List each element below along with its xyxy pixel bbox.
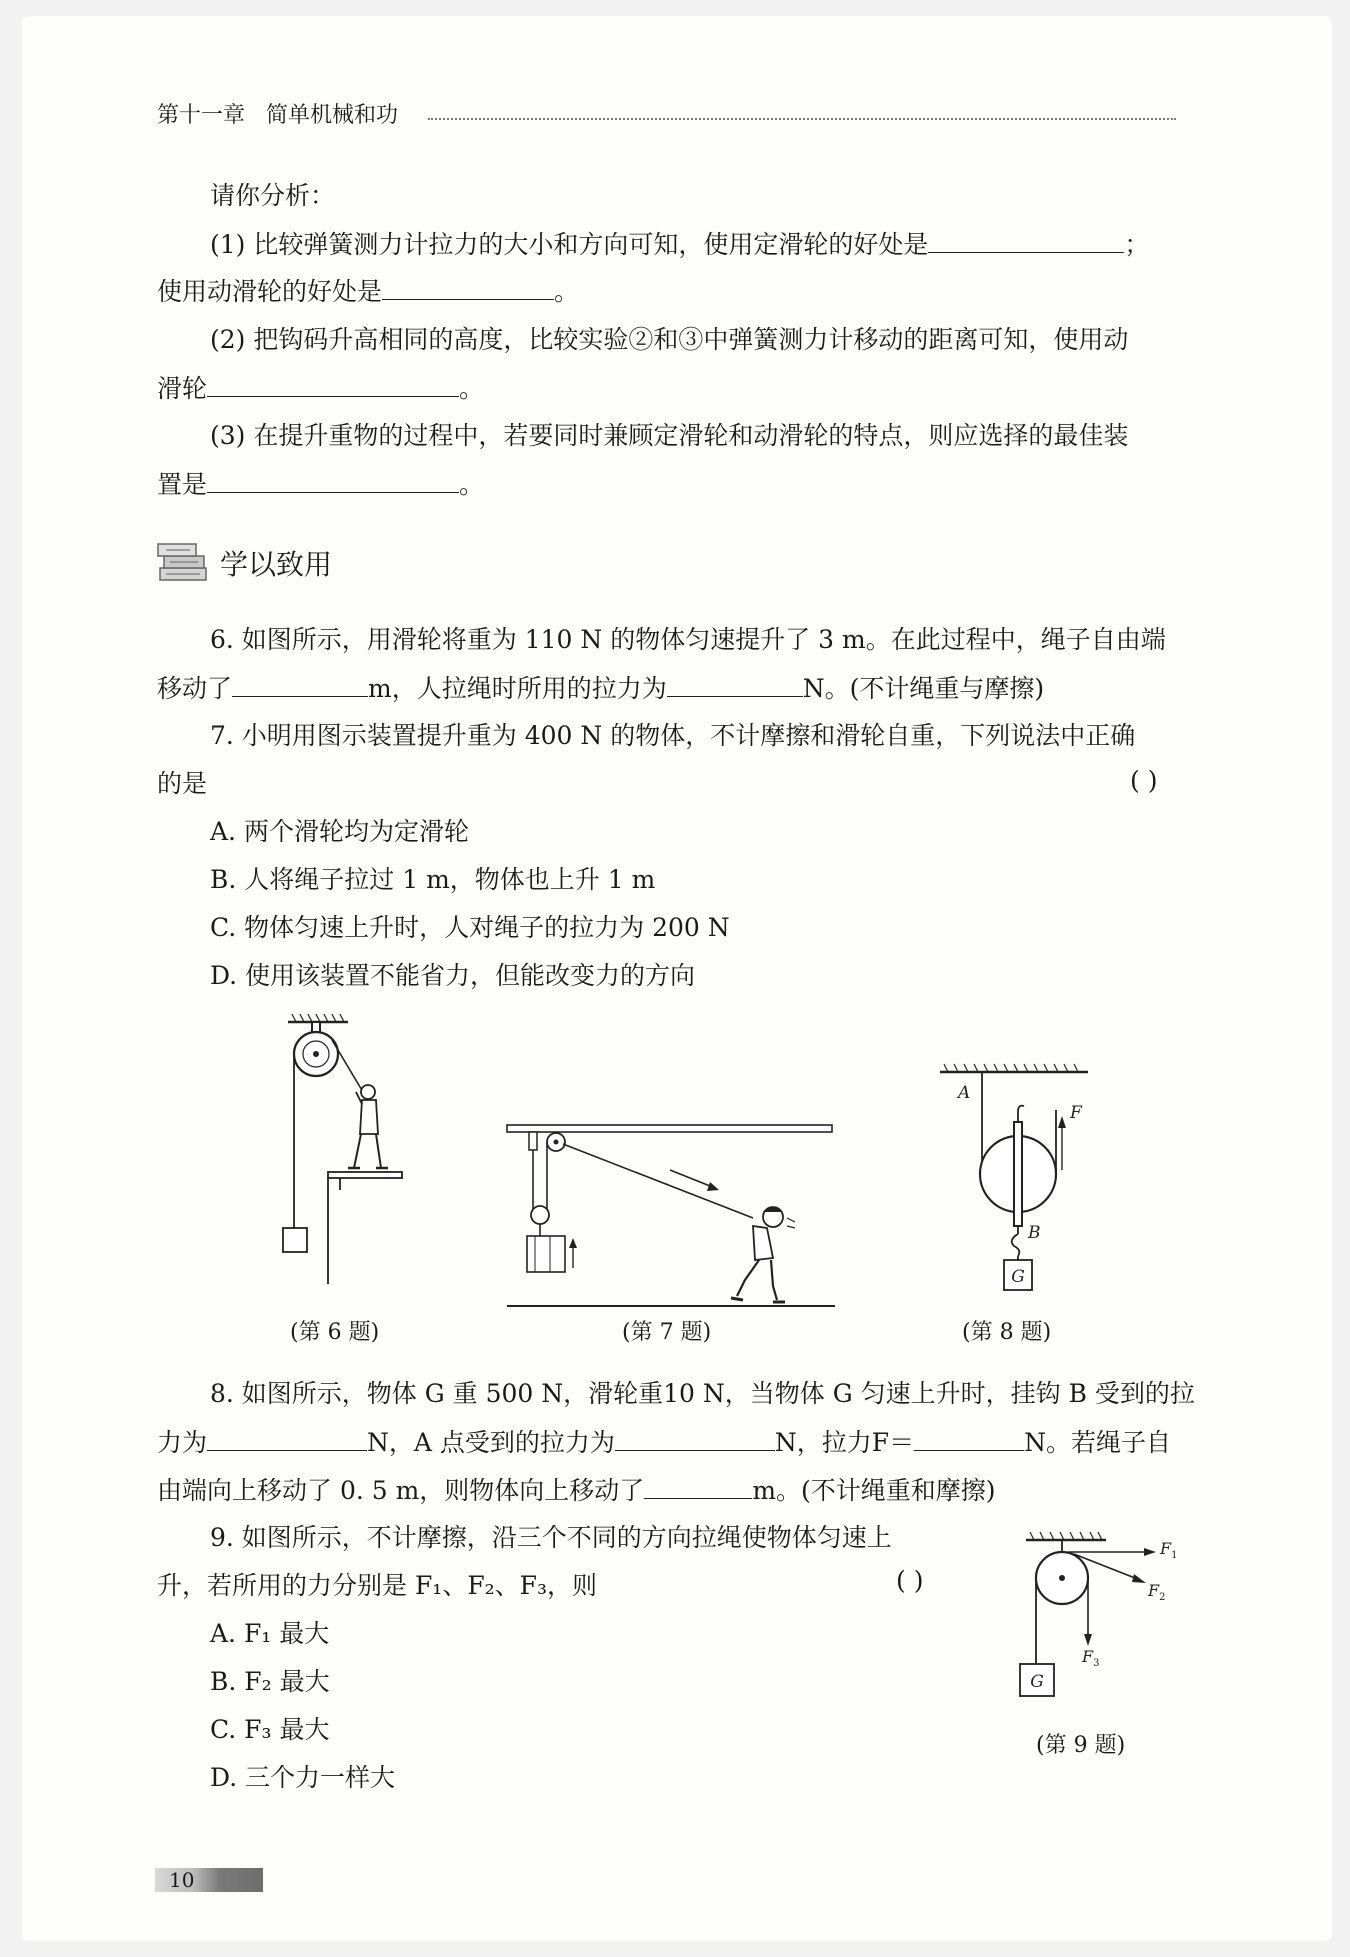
figure-9-label-f3: $F_3$ bbox=[1082, 1647, 1100, 1669]
figure-8-label-f: F bbox=[1070, 1103, 1082, 1123]
q7-answer-bracket[interactable]: ( ) bbox=[1130, 766, 1158, 795]
header-rule bbox=[428, 118, 1176, 120]
books-icon bbox=[156, 534, 212, 586]
q6-line2: 移动了 m，人拉绳时所用的拉力为 N。(不计绳重与摩擦) bbox=[157, 670, 1044, 707]
q8-line2: 力为 N，A 点受到的拉力为 N，拉力F＝ N。若绳子自 bbox=[157, 1424, 1171, 1461]
figure-8-label-g: G bbox=[1011, 1267, 1025, 1287]
figure-7-caption: (第 7 题) bbox=[622, 1320, 712, 1345]
answer-blank[interactable] bbox=[232, 670, 368, 697]
answer-blank[interactable] bbox=[382, 273, 554, 300]
q8-line3: 由端向上移动了 0. 5 m，则物体向上移动了 m。(不计绳重和摩擦) bbox=[157, 1472, 996, 1509]
figure-7-diagram bbox=[505, 1120, 835, 1310]
analysis-q3-line1: (3) 在提升重物的过程中，若要同时兼顾定滑轮和动滑轮的特点，则应选择的最佳装 bbox=[210, 421, 1129, 450]
q9-option-a: A. F₁ 最大 bbox=[210, 1619, 330, 1648]
figure-8-diagram bbox=[938, 1060, 1098, 1300]
figure-6-diagram bbox=[270, 1010, 410, 1290]
q6-line1: 6. 如图所示，用滑轮将重为 110 N 的物体匀速提升了 3 m。在此过程中，绳子自由端 bbox=[210, 625, 1166, 654]
q9-option-c: C. F₃ 最大 bbox=[210, 1715, 330, 1744]
section-title: 学以致用 bbox=[220, 548, 333, 581]
analysis-q2-line1: (2) 把钩码升高相同的高度，比较实验②和③中弹簧测力计移动的距离可知，使用动 bbox=[210, 325, 1129, 354]
figure-8-label-a: A bbox=[958, 1083, 971, 1103]
q8-line1: 8. 如图所示，物体 G 重 500 N，滑轮重10 N，当物体 G 匀速上升时，挂钩 B 受到的拉 bbox=[210, 1379, 1195, 1408]
answer-blank[interactable] bbox=[928, 226, 1124, 253]
analysis-q1-line1: (1) 比较弹簧测力计拉力的大小和方向可知，使用定滑轮的好处是 ； bbox=[210, 226, 1149, 263]
chapter-header bbox=[157, 98, 398, 129]
answer-blank[interactable] bbox=[914, 1424, 1024, 1451]
q7-line1: 7. 小明用图示装置提升重为 400 N 的物体，不计摩擦和滑轮自重，下列说法中正确 bbox=[210, 721, 1136, 750]
q9-line1: 9. 如图所示，不计摩擦，沿三个不同的方向拉绳使物体匀速上 bbox=[210, 1523, 892, 1552]
figure-9-label-f2: $F_2$ bbox=[1148, 1581, 1166, 1603]
q7-line2: 的是 bbox=[157, 769, 208, 798]
q9-answer-bracket[interactable]: ( ) bbox=[896, 1566, 924, 1595]
analysis-q2-line2: 滑轮 。 bbox=[157, 370, 484, 407]
figure-9-label-f1: $F_1$ bbox=[1160, 1539, 1178, 1561]
figure-8-caption: (第 8 题) bbox=[962, 1320, 1052, 1345]
q9-line2: 升，若所用的力分别是 F₁、F₂、F₃，则 bbox=[157, 1571, 598, 1600]
figure-9-diagram bbox=[1010, 1528, 1190, 1718]
chapter-title: 简单机械和功 bbox=[266, 103, 399, 128]
figure-9-caption: (第 9 题) bbox=[1036, 1733, 1126, 1758]
figure-8-label-b: B bbox=[1028, 1223, 1041, 1243]
answer-blank[interactable] bbox=[207, 466, 459, 493]
chapter-number: 第十一章 bbox=[157, 103, 246, 128]
answer-blank[interactable] bbox=[667, 670, 803, 697]
answer-blank[interactable] bbox=[644, 1472, 752, 1499]
q7-option-d: D. 使用该装置不能省力，但能改变力的方向 bbox=[210, 961, 696, 990]
answer-blank[interactable] bbox=[615, 1424, 775, 1451]
figure-9-label-g: G bbox=[1030, 1672, 1044, 1692]
figure-6-caption: (第 6 题) bbox=[290, 1320, 380, 1345]
analysis-q1-line2: 使用动滑轮的好处是 。 bbox=[157, 273, 579, 310]
answer-blank[interactable] bbox=[207, 370, 459, 397]
analysis-q3-line2: 置是 。 bbox=[157, 466, 484, 503]
q9-option-b: B. F₂ 最大 bbox=[210, 1667, 330, 1696]
answer-blank[interactable] bbox=[207, 1424, 367, 1451]
analysis-intro: 请你分析： bbox=[210, 181, 336, 210]
q7-option-a: A. 两个滑轮均为定滑轮 bbox=[210, 817, 469, 846]
page-number: 10 bbox=[155, 1868, 263, 1892]
q9-option-d: D. 三个力一样大 bbox=[210, 1763, 396, 1792]
q7-option-b: B. 人将绳子拉过 1 m，物体也上升 1 m bbox=[210, 865, 656, 894]
q7-option-c: C. 物体匀速上升时，人对绳子的拉力为 200 N bbox=[210, 913, 730, 942]
